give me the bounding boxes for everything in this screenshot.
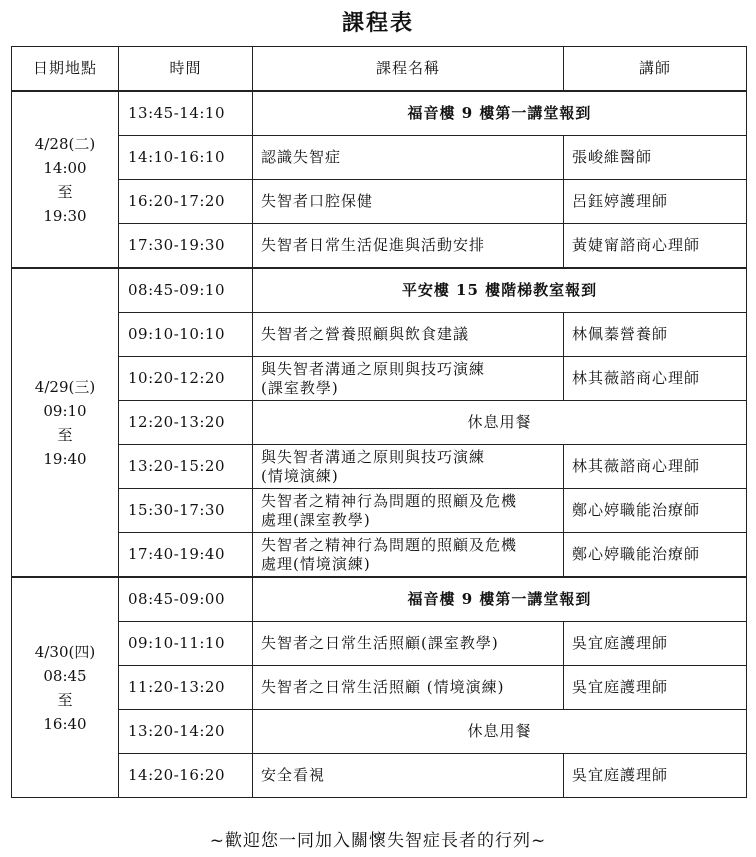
time-cell: 08:45-09:10 [119,268,253,313]
date-cell [12,577,119,798]
time-cell: 13:20-15:20 [119,445,253,489]
time-cell: 13:45-14:10 [119,91,253,136]
time-cell: 14:10-16:10 [119,136,253,180]
course-line: 失智者之精神行為問題的照顧及危機 [261,491,518,510]
course-cell [253,357,564,401]
day-group [12,268,747,577]
table-row [12,136,747,180]
time-cell: 13:20-14:20 [119,710,253,754]
table-row [12,313,747,357]
course-cell: 失智者之日常生活照顧 (情境演練) [253,666,564,710]
header-date-location: 日期地點 [12,47,119,92]
date-label: 4/28(二) [34,134,96,153]
course-line-2: 處理(課室教學) [261,510,371,529]
table-row [12,445,747,489]
registration-cell: 福音樓 9 樓第一講堂報到 [253,91,747,136]
course-cell: 失智者口腔保健 [253,180,564,224]
date-label: 4/29(三) [34,377,96,396]
time-cell: 09:10-10:10 [119,313,253,357]
time-cell: 17:40-19:40 [119,533,253,578]
teacher-cell: 黃婕甯諮商心理師 [564,224,747,269]
table-row [12,622,747,666]
schedule-table [11,46,747,798]
break-cell: 休息用餐 [253,401,747,445]
table-row [12,268,747,313]
teacher-cell: 吳宜庭護理師 [564,754,747,798]
time-cell: 12:20-13:20 [119,401,253,445]
course-line: 與失智者溝通之原則與技巧演練 [261,359,486,378]
teacher-cell: 吳宜庭護理師 [564,622,747,666]
time-cell: 08:45-09:00 [119,577,253,622]
day-group [12,91,747,268]
table-row [12,666,747,710]
teacher-cell: 鄭心婷職能治療師 [564,533,747,578]
table-row [12,754,747,798]
table-row [12,533,747,578]
time-cell: 10:20-12:20 [119,357,253,401]
table-row [12,710,747,754]
day-group [12,577,747,798]
teacher-cell: 林佩蓁營養師 [564,313,747,357]
end-time: 19:30 [43,206,87,225]
start-time: 14:00 [43,158,87,177]
table-row [12,357,747,401]
time-cell: 14:20-16:20 [119,754,253,798]
course-cell: 安全看視 [253,754,564,798]
header-course-name: 課程名稱 [253,47,564,92]
course-cell [253,533,564,578]
teacher-cell: 吳宜庭護理師 [564,666,747,710]
course-line: 與失智者溝通之原則與技巧演練 [261,447,486,466]
table-row [12,489,747,533]
course-line-2: 處理(情境演練) [261,554,371,573]
date-cell [12,268,119,577]
course-line-2: (課室教學) [261,378,339,397]
time-cell: 09:10-11:10 [119,622,253,666]
time-cell: 15:30-17:30 [119,489,253,533]
table-row [12,91,747,136]
time-cell: 11:20-13:20 [119,666,253,710]
header-row [12,47,747,92]
table-row [12,224,747,269]
registration-cell: 福音樓 9 樓第一講堂報到 [253,577,747,622]
time-cell: 17:30-19:30 [119,224,253,269]
course-cell [253,489,564,533]
break-cell: 休息用餐 [253,710,747,754]
table-row [12,180,747,224]
course-line-2: (情境演練) [261,466,339,485]
course-cell: 認識失智症 [253,136,564,180]
course-line: 失智者之精神行為問題的照顧及危機 [261,535,518,554]
to-label: 至 [57,182,73,201]
teacher-cell: 鄭心婷職能治療師 [564,489,747,533]
course-cell: 失智者日常生活促進與活動安排 [253,224,564,269]
date-label: 4/30(四) [34,642,96,661]
registration-cell: 平安樓 15 樓階梯教室報到 [253,268,747,313]
course-cell [253,445,564,489]
time-cell: 16:20-17:20 [119,180,253,224]
end-time: 19:40 [43,449,87,468]
teacher-cell: 林其薇諮商心理師 [564,445,747,489]
course-cell: 失智者之營養照顧與飲食建議 [253,313,564,357]
teacher-cell: 呂鈺婷護理師 [564,180,747,224]
to-label: 至 [57,690,73,709]
start-time: 09:10 [43,401,87,420]
end-time: 16:40 [43,714,87,733]
header-teacher: 講師 [564,47,747,92]
to-label: 至 [57,425,73,444]
start-time: 08:45 [43,666,87,685]
table-row [12,577,747,622]
page-title: 課程表 [341,10,414,36]
course-cell: 失智者之日常生活照顧(課室教學) [253,622,564,666]
table-row [12,401,747,445]
footer-slogan: ~歡迎您一同加入關懷失智症長者的行列~ [209,831,547,851]
header-time: 時間 [119,47,253,92]
teacher-cell: 張峻維醫師 [564,136,747,180]
date-cell [12,91,119,268]
teacher-cell: 林其薇諮商心理師 [564,357,747,401]
